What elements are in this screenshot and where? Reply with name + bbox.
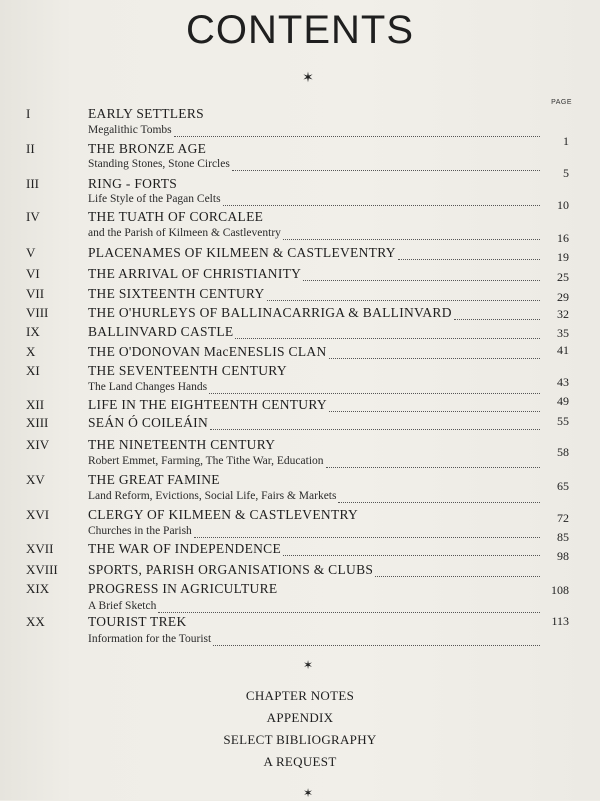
page-number: 58 [557,445,569,459]
dot-leader [375,576,540,577]
chapter-heading: THE TUATH OF CORCALEE [88,209,264,224]
page-number: 1 [563,134,569,148]
chapter-number: XV [26,472,45,487]
chapter-subtitle: Churches in the Parish [88,525,192,537]
dot-leader [213,645,540,646]
chapter-number: I [26,106,31,121]
chapter-heading: THE O'HURLEYS OF BALLINACARRIGA & BALLINVARD [88,305,452,320]
back-matter-item: APPENDIX [266,710,334,725]
page-number: 5 [563,166,569,180]
chapter-heading: EARLY SETTLERS [88,106,204,121]
dot-leader [338,502,540,503]
chapter-number: X [26,344,36,359]
chapter-heading: THE NINETEENTH CENTURY [88,437,276,452]
chapter-subtitle: A Brief Sketch [88,600,157,612]
dot-leader [303,280,540,281]
dot-leader [267,300,540,301]
page-number: 85 [557,530,569,544]
chapter-subtitle: Standing Stones, Stone Circles [88,158,230,170]
chapter-number: XX [26,614,45,629]
chapter-number: XIX [26,581,50,596]
dot-leader [454,319,540,320]
dot-leader [194,537,540,538]
page-number: 43 [557,375,569,389]
page-title: CONTENTS [186,8,414,52]
page-number: 55 [557,414,569,428]
dot-leader [329,358,541,359]
chapter-heading: THE WAR OF INDEPENDENCE [88,541,282,556]
chapter-heading: RING - FORTS [88,176,178,191]
chapter-subtitle: Information for the Tourist [88,633,212,645]
star-ornament-icon: ✶ [302,71,314,86]
chapter-heading: PROGRESS IN AGRICULTURE [88,581,278,596]
page-number: 72 [557,511,569,525]
chapter-subtitle: Megalithic Tombs [88,124,172,136]
page-number: 113 [551,614,569,628]
chapter-number: XVII [26,541,54,556]
chapter-number: IX [26,324,40,339]
star-ornament-icon: ✶ [302,658,314,672]
chapter-heading: SEÁN Ó COILEÁIN [88,415,208,430]
page-number: 108 [551,583,569,597]
dot-leader [283,555,540,556]
chapter-number: XIII [26,415,49,430]
chapter-heading: THE O'DONOVAN MacENESLIS CLAN [88,344,327,359]
chapter-subtitle: Robert Emmet, Farming, The Tithe War, Education [88,455,324,467]
chapter-number: XII [26,397,45,412]
dot-leader [223,205,540,206]
page-number: 98 [557,549,569,563]
back-matter-item: CHAPTER NOTES [245,688,355,703]
chapter-heading: THE ARRIVAL OF CHRISTIANITY [88,266,302,281]
dot-leader [210,429,540,430]
dot-leader [232,170,540,171]
chapter-number: XI [26,363,40,378]
chapter-heading: THE SEVENTEENTH CENTURY [88,363,287,378]
chapter-heading: THE BRONZE AGE [88,141,207,156]
chapter-heading: PLACENAMES OF KILMEEN & CASTLEVENTRY [88,245,396,260]
dot-leader [326,467,540,468]
chapter-heading: TOURIST TREK [88,614,187,629]
page-number: 29 [557,290,569,304]
page-number: 25 [557,270,569,284]
star-ornament-icon: ✶ [302,786,314,800]
chapter-heading: THE SIXTEENTH CENTURY [88,286,265,301]
chapter-heading: THE GREAT FAMINE [88,472,220,487]
chapter-number: XIV [26,437,50,452]
page-number: 49 [557,394,569,408]
back-matter-item: A REQUEST [263,754,337,769]
page-number: 19 [557,250,569,264]
dot-leader [158,612,540,613]
chapter-heading: SPORTS, PARISH ORGANISATIONS & CLUBS [88,562,374,577]
chapter-heading: CLERGY OF KILMEEN & CASTLEVENTRY [88,507,359,522]
chapter-heading: LIFE IN THE EIGHTEENTH CENTURY [88,397,327,412]
page-column-label: PAGE [551,99,572,106]
chapter-heading: BALLINVARD CASTLE [88,324,234,339]
page-number: 32 [557,307,569,321]
dot-leader [398,259,540,260]
dot-leader [329,411,540,412]
page-number: 35 [557,326,569,340]
chapter-number: V [26,245,36,260]
chapter-subtitle: and the Parish of Kilmeen & Castleventry [88,227,281,239]
chapter-number: VII [26,286,45,301]
chapter-subtitle: Land Reform, Evictions, Social Life, Fairs & Markets [88,490,337,502]
dot-leader [209,393,540,394]
chapter-subtitle: The Land Changes Hands [88,381,208,393]
chapter-number: II [26,141,35,156]
chapter-number: VI [26,266,40,281]
page-number: 10 [557,198,569,212]
chapter-number: VIII [26,305,49,320]
page-number: 41 [557,343,569,357]
page-number: 16 [557,231,569,245]
dot-leader [174,136,540,137]
chapter-number: XVIII [26,562,58,577]
page-number: 65 [557,479,569,493]
back-matter-item: SELECT BIBLIOGRAPHY [223,732,377,747]
chapter-number: III [26,176,39,191]
chapter-subtitle: Life Style of the Pagan Celts [88,193,221,205]
dot-leader [235,338,540,339]
chapter-number: IV [26,209,40,224]
dot-leader [283,239,540,240]
chapter-number: XVI [26,507,50,522]
